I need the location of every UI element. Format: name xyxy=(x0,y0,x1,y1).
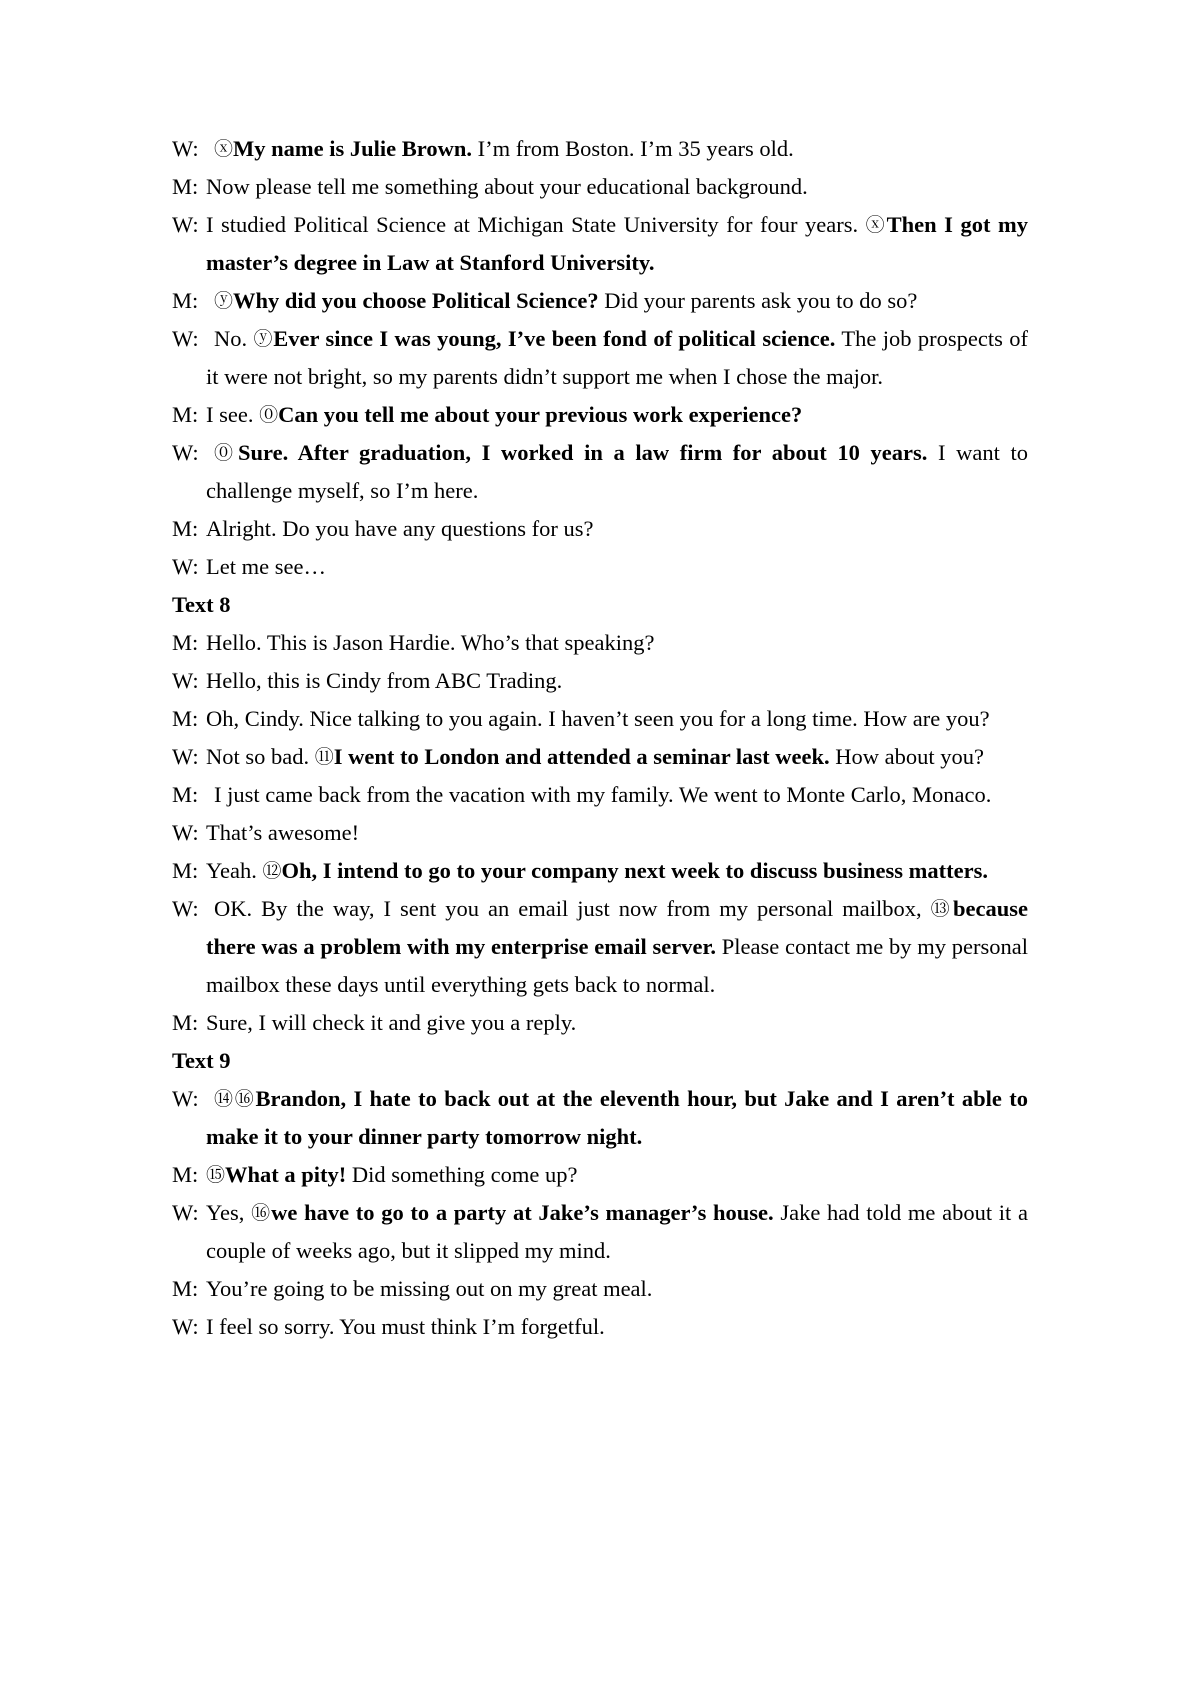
question-marker: ⓧ xyxy=(865,214,887,236)
plain-text: Did something come up? xyxy=(346,1162,578,1187)
dialogue-text xyxy=(206,852,1028,890)
dialogue-text xyxy=(206,1080,1028,1156)
dialogue-line xyxy=(172,890,1028,1004)
question-marker: ⑮ xyxy=(206,1164,226,1186)
dialogue-line xyxy=(172,852,1028,890)
speaker-label: W: xyxy=(172,554,199,579)
dialogue-text xyxy=(206,662,1028,700)
speaker-label: M: xyxy=(172,858,199,883)
dialogue-line xyxy=(172,1194,1028,1270)
script-body xyxy=(172,130,1028,1346)
plain-text: Please contact me by my personal mailbox these days until everything gets back to normal. xyxy=(206,934,1029,997)
dialogue-text xyxy=(206,548,1028,586)
question-marker: ⑫ xyxy=(262,860,282,882)
speaker-label: M: xyxy=(172,174,199,199)
question-marker: ⓨ xyxy=(253,328,274,350)
key-sentence: My name is Julie Brown. xyxy=(233,136,472,161)
speaker-label: M: xyxy=(172,1276,199,1301)
key-sentence: Can you tell me about your previous work experience? xyxy=(278,402,803,427)
speaker-label: M: xyxy=(172,516,199,541)
speaker-label: W: xyxy=(172,440,199,465)
dialogue-line xyxy=(172,510,1028,548)
dialogue-line xyxy=(172,1270,1028,1308)
question-marker: ⑯ xyxy=(251,1202,272,1224)
dialogue-text xyxy=(206,206,1028,282)
dialogue-line xyxy=(172,130,1028,168)
plain-text: The job prospects of it were not bright, so my parents didn’t support me when I chose the major. xyxy=(206,326,1028,389)
plain-text: How about you? xyxy=(829,744,985,769)
key-sentence: I went to London and attended a seminar last week. xyxy=(333,744,830,769)
key-sentence: Oh, I intend to go to your company next week to discuss business matters. xyxy=(281,858,989,883)
dialogue-text xyxy=(206,282,1028,320)
dialogue-text xyxy=(206,1156,1028,1194)
plain-text: That’s awesome! xyxy=(206,820,360,845)
question-marker: ⓧ xyxy=(214,138,234,160)
plain-text: I want to challenge myself, so I’m here. xyxy=(206,440,1028,503)
plain-text: Not so bad. xyxy=(206,744,315,769)
plain-text: Sure, I will check it and give you a reply. xyxy=(206,1010,577,1035)
dialogue-line xyxy=(172,434,1028,510)
dialogue-line xyxy=(172,282,1028,320)
plain-text: Oh, Cindy. Nice talking to you again. I haven’t seen you for a long time. How are you? xyxy=(206,706,990,731)
dialogue-line xyxy=(172,206,1028,282)
dialogue-text xyxy=(206,776,1028,814)
plain-text: Hello, this is Cindy from ABC Trading. xyxy=(206,668,563,693)
speaker-label: W: xyxy=(172,136,199,161)
speaker-label: M: xyxy=(172,630,199,655)
speaker-label: W: xyxy=(172,1086,199,1111)
plain-text: You’re going to be missing out on my great meal. xyxy=(206,1276,653,1301)
speaker-label: M: xyxy=(172,1162,199,1187)
dialogue-line xyxy=(172,1156,1028,1194)
plain-text: Yes, xyxy=(206,1200,252,1225)
dialogue-line xyxy=(172,700,1028,738)
question-marker: ⑪ xyxy=(314,746,334,768)
plain-text: I studied Political Science at Michigan State University for four years. xyxy=(206,212,866,237)
dialogue-text xyxy=(206,738,1028,776)
plain-text: Alright. Do you have any questions for us? xyxy=(206,516,594,541)
key-sentence: Why did you choose Political Science? xyxy=(233,288,599,313)
question-marker: ⓨ xyxy=(214,290,234,312)
dialogue-text xyxy=(206,130,1028,168)
speaker-label: W: xyxy=(172,896,199,921)
speaker-label: W: xyxy=(172,668,199,693)
dialogue-text xyxy=(206,814,1028,852)
dialogue-text xyxy=(206,624,1028,662)
dialogue-line xyxy=(172,168,1028,206)
dialogue-line xyxy=(172,1308,1028,1346)
plain-text: I just came back from the vacation with my family. We went to Monte Carlo, Monaco. xyxy=(214,782,992,807)
dialogue-text xyxy=(206,890,1028,1004)
dialogue-line xyxy=(172,1080,1028,1156)
speaker-label: W: xyxy=(172,744,199,769)
speaker-label: M: xyxy=(172,782,199,807)
dialogue-text xyxy=(206,1270,1028,1308)
plain-text: I feel so sorry. You must think I’m forgetful. xyxy=(206,1314,605,1339)
dialogue-text xyxy=(206,1194,1028,1270)
dialogue-text xyxy=(206,510,1028,548)
plain-text: Yeah. xyxy=(206,858,263,883)
plain-text: Jake had told me about it a couple of weeks ago, but it slipped my mind. xyxy=(206,1200,1028,1263)
dialogue-text xyxy=(206,1004,1028,1042)
key-sentence: Ever since I was young, I’ve been fond of political science. xyxy=(273,326,836,351)
dialogue-line xyxy=(172,396,1028,434)
dialogue-text xyxy=(206,320,1028,396)
plain-text: Let me see… xyxy=(206,554,326,579)
dialogue-line xyxy=(172,320,1028,396)
plain-text: Did your parents ask you to do so? xyxy=(598,288,918,313)
speaker-label: M: xyxy=(172,402,199,427)
key-sentence: Then I got my master’s degree in Law at Stanford University. xyxy=(206,212,1028,275)
plain-text: Now please tell me something about your educational background. xyxy=(206,174,808,199)
key-sentence: What a pity! xyxy=(225,1162,347,1187)
dialogue-text xyxy=(206,396,1028,434)
dialogue-text xyxy=(206,168,1028,206)
speaker-label: M: xyxy=(172,288,199,313)
dialogue-line xyxy=(172,814,1028,852)
speaker-label: W: xyxy=(172,1200,199,1225)
plain-text: Hello. This is Jason Hardie. Who’s that speaking? xyxy=(206,630,655,655)
speaker-label: M: xyxy=(172,1010,199,1035)
dialogue-line xyxy=(172,548,1028,586)
section-heading: Text 8 xyxy=(172,592,231,617)
dialogue-line xyxy=(172,738,1028,776)
question-marker: ⑭⑯ xyxy=(214,1088,256,1110)
dialogue-line xyxy=(172,776,1028,814)
dialogue-line xyxy=(172,624,1028,662)
plain-text: I see. xyxy=(206,402,260,427)
speaker-label: W: xyxy=(172,820,199,845)
dialogue-text xyxy=(206,1308,1028,1346)
plain-text: I’m from Boston. I’m 35 years old. xyxy=(471,136,794,161)
dialogue-text xyxy=(206,434,1028,510)
key-sentence: Sure. After graduation, I worked in a law firm for about 10 years. xyxy=(238,440,928,465)
speaker-label: W: xyxy=(172,326,199,351)
plain-text: No. xyxy=(214,326,254,351)
speaker-label: M: xyxy=(172,706,199,731)
question-marker: ⑬ xyxy=(930,898,953,920)
dialogue-text xyxy=(206,700,1028,738)
dialogue-line xyxy=(172,1004,1028,1042)
plain-text: OK. By the way, I sent you an email just now from my personal mailbox, xyxy=(214,896,931,921)
question-marker: ⓪ xyxy=(259,404,279,426)
key-sentence: because there was a problem with my enterprise email server. xyxy=(206,896,1028,959)
section-heading: Text 9 xyxy=(172,1048,231,1073)
dialogue-line xyxy=(172,662,1028,700)
speaker-label: W: xyxy=(172,1314,199,1339)
key-sentence: we have to go to a party at Jake’s manager’s house. xyxy=(271,1200,774,1225)
question-marker: ⓪ xyxy=(214,442,239,464)
speaker-label: W: xyxy=(172,212,199,237)
key-sentence: Brandon, I hate to back out at the eleventh hour, but Jake and I aren’t able to make it to your dinner party tomorrow night. xyxy=(206,1086,1028,1149)
